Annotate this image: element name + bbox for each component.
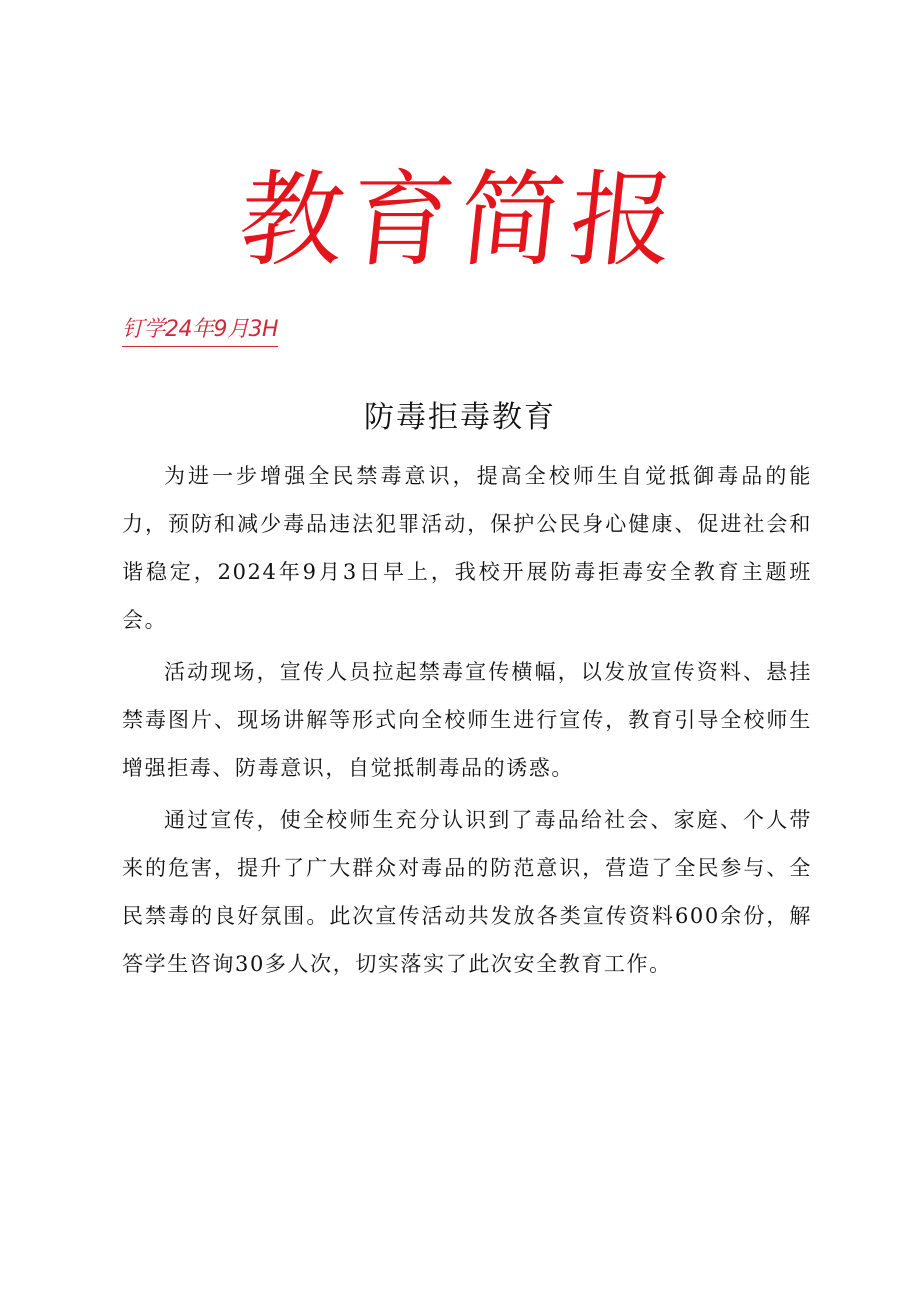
article-paragraph-3: 通过宣传，使全校师生充分认识到了毒品给社会、家庭、个人带来的危害，提升了广大群众对毒品的防范意识，营造了全民参与、全民禁毒的良好氛围。此次宣传活动共发放各类宣传资料600余份，解答学生咨询30多人次，切实落实了此次安全教育工作。 [122,808,812,976]
issue-date-line: 钉学24年9月3H [122,316,278,347]
article-paragraph-2: 活动现场，宣传人员拉起禁毒宣传横幅，以发放宣传资料、悬挂禁毒图片、现场讲解等形式向全校师生进行宣传，教育引导全校师生增强拒毒、防毒意识，自觉抵制毒品的诱惑。 [122,660,812,780]
article-title: 防毒拒毒教育 [364,400,556,435]
masthead-title: 教育简报 [233,159,687,281]
article-body [122,452,812,992]
article-paragraph-1: 为进一步增强全民禁毒意识，提高全校师生自觉抵御毒品的能力，预防和减少毒品违法犯罪活动，保护公民身心健康、促进社会和谐稳定，2024年9月3日早上，我校开展防毒拒毒安全教育主题班会。 [122,464,812,632]
